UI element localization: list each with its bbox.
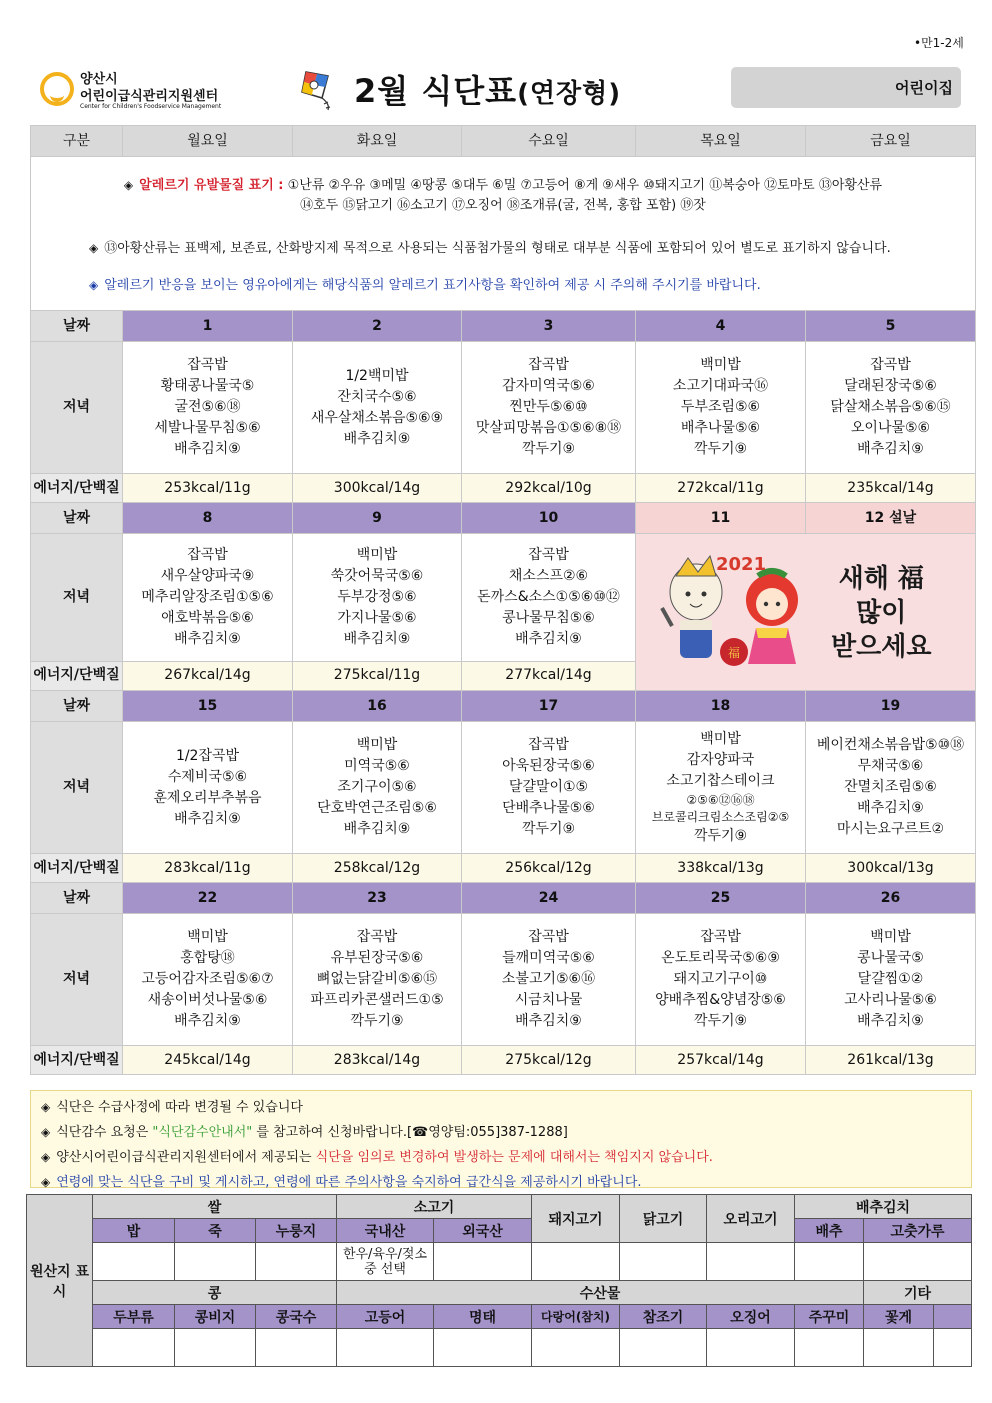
menu-table: [30, 125, 976, 1075]
menu-item: 닭살채소볶음⑤⑥⑮: [830, 399, 951, 415]
menu-item: 배추김치⑨: [857, 1013, 924, 1029]
menu-item: 깍두기⑨: [350, 1013, 404, 1029]
menu-cell: [462, 342, 636, 474]
origin-seafood-item: 명태: [434, 1305, 532, 1329]
menu-item: 잡곡밥: [528, 357, 569, 373]
energy-row: [31, 854, 976, 883]
energy-cell: 253kcal/11g: [123, 474, 293, 503]
menu-item: 무채국⑤⑥: [857, 758, 924, 774]
origin-blank: [532, 1243, 620, 1281]
menu-item: 콩나물국⑤: [857, 950, 924, 966]
origin-duck: 오리고기: [707, 1195, 795, 1243]
logo-line-3: Center for Children's Foodservice Management: [80, 103, 222, 110]
age-group-tag: •만1-2세: [914, 36, 964, 50]
reaction-note: 알레르기 반응을 보이는 영유아에게는 해당식품의 알레르기 표기사항을 확인하여 제공 시 주의해 주시기를 바랍니다.: [104, 278, 761, 293]
menu-item: 배추김치⑨: [343, 821, 411, 837]
energy-label: 에너지/단백질: [31, 474, 123, 503]
dinner-label: 저녁: [31, 534, 123, 662]
date-cell: 16: [293, 691, 462, 722]
menu-item: 오이나물⑤⑥: [850, 420, 931, 436]
menu-item: 단호박연근조림⑤⑥: [317, 800, 437, 816]
menu-item: 감자미역국⑤⑥: [502, 378, 595, 394]
menu-item: 온도토리묵국⑤⑥⑨: [661, 950, 780, 966]
diamond-bullet-icon: ◈: [89, 278, 99, 292]
dinner-label: 저녁: [31, 722, 123, 854]
menu-cell: [293, 534, 462, 662]
allergy-list-2: ⑭호두 ⑮닭고기 ⑯소고기 ⑰오징어 ⑱조개류(굴, 전복, 홍합 포함) ⑲잣: [300, 198, 706, 213]
energy-label: 에너지/단백질: [31, 661, 123, 690]
energy-cell: 300kcal/13g: [806, 854, 976, 883]
menu-item: 시금치나물: [514, 992, 583, 1008]
dinner-label: 저녁: [31, 342, 123, 474]
menu-item: 파프리카콘샐러드①⑤: [310, 992, 444, 1008]
holiday-year: 2021: [716, 554, 767, 575]
energy-cell: 258kcal/12g: [293, 854, 462, 883]
menu-item: 백미밥: [187, 929, 228, 945]
date-cell: 19: [806, 691, 976, 722]
origin-kimchi: 배추김치: [795, 1195, 972, 1219]
menu-item: 베이컨채소볶음밥⑤⑩⑱: [816, 737, 965, 753]
menu-item: 잡곡밥: [528, 546, 569, 563]
origin-table: [26, 1194, 972, 1367]
svg-text:福: 福: [727, 646, 741, 660]
allergy-notice-row: [31, 157, 976, 311]
logo-line-2: 어린이급식관리지원센터: [80, 89, 219, 104]
menu-item: 감자양파국: [686, 751, 755, 768]
menu-cell: [806, 914, 976, 1046]
menu-cell: [462, 722, 636, 854]
origin-chicken: 닭고기: [620, 1195, 707, 1243]
energy-label: 에너지/단백질: [31, 1046, 123, 1075]
menu-item: 아욱된장국⑤⑥: [502, 758, 595, 774]
menu-cell: [293, 342, 462, 474]
energy-cell: 283kcal/14g: [293, 1046, 462, 1075]
origin-bean-item: 두부류: [93, 1305, 175, 1329]
menu-item: 백미밥: [700, 357, 741, 373]
origin-kimchi-item: 배추: [795, 1219, 864, 1243]
date-label: 날짜: [31, 691, 123, 722]
date-cell: 24: [462, 883, 636, 914]
menu-item: 채소스프②⑥: [508, 567, 589, 584]
menu-item: 깍두기⑨: [693, 1013, 748, 1029]
dinner-row: [31, 914, 976, 1046]
menu-item: 배추나물⑤⑥: [680, 420, 761, 436]
holiday-message: [831, 562, 931, 664]
note-2a: 식단감수 요청은: [56, 1125, 153, 1140]
origin-rice-item: 밥: [93, 1219, 175, 1243]
menu-item: 배추김치⑨: [174, 1013, 241, 1029]
date-cell: 15: [123, 691, 293, 722]
menu-item: 잡곡밥: [700, 929, 741, 945]
origin-pork: 돼지고기: [532, 1195, 620, 1243]
origin-seafood-item: 고등어: [337, 1305, 434, 1329]
menu-item: 새송이버섯나물⑤⑥: [147, 992, 268, 1008]
weekday-header-row: [31, 126, 976, 157]
menu-item: 메추리알장조림①⑤⑥: [141, 588, 274, 605]
sulfite-note: ⑬아황산류는 표백제, 보존료, 산화방지제 목적으로 사용되는 식품첨가물의 형태로 대부분 식품에 포함되어 있어 별도로 표기하지 않습니다.: [104, 241, 891, 256]
energy-cell: 275kcal/12g: [462, 1046, 636, 1075]
energy-row: [31, 474, 976, 503]
header-day: 금요일: [806, 126, 976, 157]
menu-item: 마시는요구르트②: [836, 821, 945, 837]
header-day: 목요일: [636, 126, 806, 157]
menu-item: 돈까스&소스①⑤⑥⑩⑫: [477, 588, 620, 605]
origin-beef-note: 한우/육우/젖소 중 선택: [337, 1243, 434, 1281]
header-day: 수요일: [462, 126, 636, 157]
menu-item: 미역국⑤⑥: [344, 758, 410, 774]
energy-cell: 283kcal/11g: [123, 854, 293, 883]
date-cell: 22: [123, 883, 293, 914]
menu-item: 백미밥: [356, 737, 398, 753]
energy-cell: 245kcal/14g: [123, 1046, 293, 1075]
diamond-bullet-icon: ◈: [41, 1150, 51, 1164]
date-cell: 3: [462, 311, 636, 342]
origin-seafood: 수산물: [337, 1281, 864, 1305]
energy-row: [31, 1046, 976, 1075]
menu-item: 소불고기⑤⑥⑯: [501, 971, 596, 987]
menu-item: 배추김치⑨: [515, 1013, 582, 1029]
origin-blank: [795, 1329, 864, 1367]
note-line: [41, 1095, 961, 1120]
menu-item: 뼈없는닭갈비⑤⑥⑮: [316, 971, 438, 987]
energy-cell: 272kcal/11g: [636, 474, 806, 503]
date-row: [31, 503, 976, 534]
menu-item: 세발나물무침⑤⑥: [154, 420, 261, 436]
menu-item: 백미밥: [870, 929, 911, 945]
menu-cell: [636, 914, 806, 1046]
menu-item: 굴전⑤⑥⑱: [174, 399, 241, 415]
logo-line-1: 양산시: [80, 72, 118, 87]
holiday-line-3: 받으세요: [831, 632, 932, 662]
menu-item: 홍합탕⑱: [180, 950, 235, 966]
header-label: 구분: [31, 126, 123, 157]
smile-logo-icon: [40, 72, 74, 106]
origin-blank: [620, 1243, 707, 1281]
menu-item: 두부조림⑤⑥: [680, 399, 761, 415]
menu-item: 잔치국수⑤⑥: [337, 388, 417, 405]
menu-cell: [293, 722, 462, 854]
page-title: [354, 66, 621, 112]
diamond-bullet-icon: ◈: [123, 178, 134, 192]
menu-item: 깍두기⑨: [693, 441, 748, 457]
origin-blank: [620, 1329, 707, 1367]
note-3a: 양산시어린이급식관리지원센터에서 제공되는: [56, 1150, 316, 1165]
menu-item: 배추김치⑨: [857, 441, 924, 457]
origin-beef-item: 외국산: [434, 1219, 532, 1243]
center-logo: [40, 70, 250, 110]
origin-bean-item: 콩비지: [175, 1305, 256, 1329]
origin-blank: [93, 1243, 175, 1281]
menu-item: 배추김치⑨: [515, 630, 582, 647]
origin-blank: [934, 1329, 972, 1367]
origin-blank: [337, 1329, 434, 1367]
bottom-notes: [30, 1090, 972, 1188]
menu-item: 달래된장국⑤⑥: [844, 378, 937, 394]
menu-cell: [636, 722, 806, 854]
origin-rice: 쌀: [93, 1195, 337, 1219]
origin-side-label: 원산지 표시: [27, 1195, 93, 1367]
menu-item: 깍두기⑨: [521, 821, 576, 837]
origin-blank: [256, 1329, 337, 1367]
energy-cell: 300kcal/14g: [293, 474, 462, 503]
menu-item: 잔멸치조림⑤⑥: [844, 779, 937, 795]
date-cell: 12 설날: [806, 503, 976, 534]
origin-seafood-item: 다랑어(참치): [532, 1305, 620, 1329]
origin-blank: [795, 1243, 864, 1281]
energy-cell: 292kcal/10g: [462, 474, 636, 503]
dinner-row: [31, 722, 976, 854]
origin-seafood-item: 참조기: [620, 1305, 707, 1329]
menu-item: 유부된장국⑤⑥: [330, 950, 424, 966]
menu-item: 돼지고기구이⑩: [673, 971, 768, 987]
origin-blank: [864, 1329, 934, 1367]
menu-item: 잡곡밥: [187, 357, 228, 373]
menu-item: 고사리나물⑤⑥: [844, 992, 937, 1008]
menu-cell: [123, 342, 293, 474]
date-cell: 5: [806, 311, 976, 342]
origin-blank: [175, 1243, 256, 1281]
menu-cell: [123, 722, 293, 854]
origin-rice-item: 죽: [175, 1219, 256, 1243]
menu-item: 새우살채소볶음⑤⑥⑨: [310, 409, 444, 426]
holiday-line-1: 새해 福: [838, 564, 924, 594]
title-main: 2월 식단표: [354, 72, 518, 110]
date-cell: 23: [293, 883, 462, 914]
menu-item: 황태콩나물국⑤: [160, 378, 255, 394]
menu-item: 수제비국⑤⑥: [167, 768, 248, 785]
energy-cell: 256kcal/12g: [462, 854, 636, 883]
date-cell: 1: [123, 311, 293, 342]
header-day: 월요일: [123, 126, 293, 157]
note-2b: "식단감수안내서": [152, 1125, 253, 1140]
origin-blank: [434, 1243, 532, 1281]
menu-item: 배추김치⑨: [343, 430, 411, 447]
menu-item: 1/2백미밥: [345, 367, 409, 384]
header-day: 화요일: [293, 126, 462, 157]
origin-seafood-item: 꽃게: [864, 1305, 934, 1329]
holiday-greeting: [636, 534, 976, 691]
origin-blank: [707, 1243, 795, 1281]
origin-rice-item: 누룽지: [256, 1219, 337, 1243]
kite-icon: [298, 68, 348, 112]
menu-item: 1/2잡곡밥: [175, 747, 240, 764]
dinner-label: 저녁: [31, 914, 123, 1046]
menu-item: 백미밥: [700, 730, 741, 747]
menu-cell: [123, 534, 293, 662]
menu-item: 깍두기⑨: [693, 827, 748, 844]
date-row: [31, 311, 976, 342]
menu-item: 양배추찜&양념장⑤⑥: [655, 992, 786, 1008]
date-row: [31, 883, 976, 914]
origin-blank: [434, 1329, 532, 1367]
menu-item: 달걀말이①⑤: [508, 779, 589, 795]
menu-item: 찐만두⑤⑥⑩: [509, 399, 588, 415]
date-cell: 26: [806, 883, 976, 914]
menu-item: 잡곡밥: [528, 737, 569, 753]
menu-item: 배추김치⑨: [343, 630, 411, 647]
allergy-list-1: ①난류 ②우유 ③메밀 ④땅콩 ⑤대두 ⑥밀 ⑦고등어 ⑧게 ⑨새우 ⑩돼지고기 ⑪복숭아 ⑫토마토 ⑬아황산류: [287, 178, 883, 193]
menu-item: 잡곡밥: [528, 929, 569, 945]
menu-cell: [636, 342, 806, 474]
energy-label: 에너지/단백질: [31, 854, 123, 883]
menu-item: 콩나물무침⑤⑥: [502, 609, 595, 626]
allergy-notice: [31, 157, 976, 311]
center-name-box: [731, 67, 961, 108]
menu-item: 백미밥: [356, 546, 398, 563]
menu-cell: [293, 914, 462, 1046]
menu-item: 브로콜리크림소스조림②⑤: [651, 809, 790, 824]
menu-item: 배추김치⑨: [857, 800, 924, 816]
date-label: 날짜: [31, 883, 123, 914]
energy-cell: 235kcal/14g: [806, 474, 976, 503]
title-sub: (연장형): [517, 79, 622, 109]
origin-seafood-item: 오징어: [707, 1305, 795, 1329]
menu-item: 깍두기⑨: [521, 441, 576, 457]
energy-cell: 277kcal/14g: [462, 661, 636, 690]
menu-item: 소고기찹스테이크: [666, 772, 775, 789]
menu-item: 잡곡밥: [870, 357, 911, 373]
menu-item: 훈제오리부추볶음: [153, 789, 262, 806]
date-label: 날짜: [31, 311, 123, 342]
origin-blank: [175, 1329, 256, 1367]
note-4: 연령에 맞는 식단을 구비 및 게시하고, 연령에 따른 주의사항을 숙지하여 급간식을 제공하시기 바랍니다.: [56, 1175, 642, 1190]
menu-item: 두부강정⑤⑥: [337, 588, 417, 605]
note-2c: 를 참고하여 신청바랍니다.[☎영양팀:055]387-1288]: [252, 1125, 568, 1140]
energy-cell: 257kcal/14g: [636, 1046, 806, 1075]
holiday-line-2: 많이: [856, 598, 907, 628]
note-line: [41, 1120, 961, 1145]
note-line: [41, 1170, 961, 1195]
menu-item: ②⑤⑥⑫⑯⑱: [686, 792, 755, 807]
date-cell: 17: [462, 691, 636, 722]
energy-cell: 261kcal/13g: [806, 1046, 976, 1075]
menu-item: 가지나물⑤⑥: [337, 609, 417, 626]
origin-blank: [864, 1243, 972, 1281]
menu-item: 단배추나물⑤⑥: [502, 800, 595, 816]
menu-item: 고등어감자조림⑤⑥⑦: [141, 971, 274, 987]
origin-beef-item: 국내산: [337, 1219, 434, 1243]
origin-blank: [532, 1329, 620, 1367]
diamond-bullet-icon: ◈: [41, 1175, 51, 1189]
energy-cell: 267kcal/14g: [123, 661, 293, 690]
note-3b: 식단을 임의로 변경하여 발생하는 문제에 대해서는 책임지지 않습니다.: [315, 1150, 713, 1165]
menu-item: 잡곡밥: [356, 929, 398, 945]
date-cell: 18: [636, 691, 806, 722]
origin-bean: 콩: [93, 1281, 337, 1305]
date-cell: 10: [462, 503, 636, 534]
origin-kimchi-item: 고춧가루: [864, 1219, 972, 1243]
menu-cell: [123, 914, 293, 1046]
menu-item: 배추김치⑨: [174, 630, 241, 647]
menu-item: 조기구이⑤⑥: [337, 779, 417, 795]
menu-item: 잡곡밥: [187, 546, 228, 563]
origin-blank: [707, 1329, 795, 1367]
menu-item: 배추김치⑨: [174, 810, 241, 827]
menu-cell: [806, 342, 976, 474]
menu-item: 소고기대파국⑯: [672, 378, 769, 394]
menu-item: 새우살양파국⑨: [160, 567, 255, 584]
diamond-bullet-icon: ◈: [41, 1125, 51, 1139]
energy-cell: 275kcal/11g: [293, 661, 462, 690]
menu-item: 쑥갓어묵국⑤⑥: [330, 567, 424, 584]
origin-etc-item: [934, 1305, 972, 1329]
menu-cell: [462, 534, 636, 662]
menu-item: 맛살피망볶음①⑤⑥⑧⑱: [475, 420, 622, 436]
origin-blank: [256, 1243, 337, 1281]
menu-item: 달걀찜①②: [857, 971, 924, 987]
diamond-bullet-icon: ◈: [41, 1100, 51, 1114]
menu-item: 배추김치⑨: [174, 441, 241, 457]
note-line: [41, 1145, 961, 1170]
date-cell: 11: [636, 503, 806, 534]
date-cell: 25: [636, 883, 806, 914]
origin-etc: 기타: [864, 1281, 972, 1305]
origin-blank: [93, 1329, 175, 1367]
center-name: 어린이집: [895, 79, 953, 97]
date-cell: 4: [636, 311, 806, 342]
date-cell: 9: [293, 503, 462, 534]
origin-seafood-item: 주꾸미: [795, 1305, 864, 1329]
menu-item: 들깨미역국⑤⑥: [502, 950, 595, 966]
origin-bean-item: 콩국수: [256, 1305, 337, 1329]
dinner-row: [31, 534, 976, 662]
menu-item: 애호박볶음⑤⑥: [161, 609, 254, 626]
menu-cell: [462, 914, 636, 1046]
dinner-row: [31, 342, 976, 474]
diamond-bullet-icon: ◈: [89, 241, 99, 255]
origin-beef: 소고기: [337, 1195, 532, 1219]
date-label: 날짜: [31, 503, 123, 534]
date-cell: 2: [293, 311, 462, 342]
date-row: [31, 691, 976, 722]
allergy-label: 알레르기 유발물질 표기 :: [139, 178, 284, 193]
date-cell: 8: [123, 503, 293, 534]
note-1: 식단은 수급사정에 따라 변경될 수 있습니다: [56, 1100, 303, 1115]
energy-cell: 338kcal/13g: [636, 854, 806, 883]
menu-cell: [806, 722, 976, 854]
